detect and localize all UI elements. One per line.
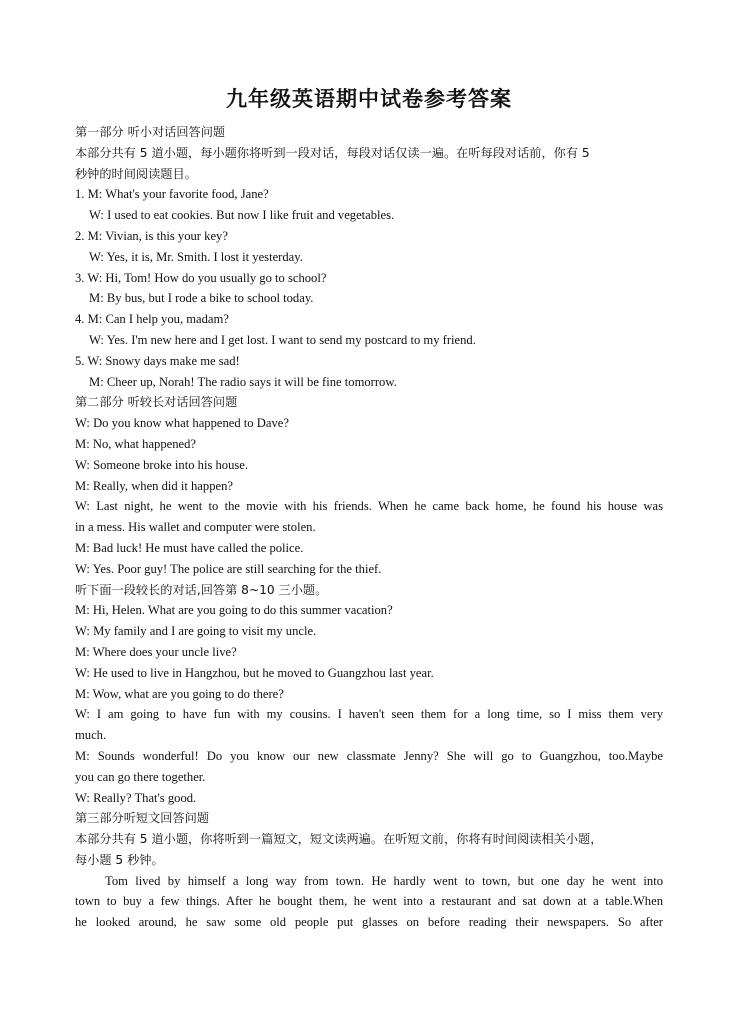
- dialogue-line: W: My family and I are going to visit my uncle.: [75, 624, 317, 639]
- part3-instruction-line1: 本部分共有 5 道小题，你将听到一篇短文，短文读两遍。在听短文前，你将有时间阅读相关小题，: [75, 832, 603, 847]
- part2-subheading: 听下面一段较长的对话,回答第 8~10 三小题。: [75, 582, 328, 597]
- dialogue-line: 5. W: Snowy days make me sad!: [75, 353, 240, 368]
- part2-heading: 第二部分 听较长对话回答问题: [75, 395, 238, 410]
- dialogue-line: M: Sounds wonderful! Do you know our new classmate Jenny? She will go to Guangzhou, too.Maybe: [75, 748, 663, 763]
- dialogue-line: 1. M: What's your favorite food, Jane?: [75, 187, 269, 202]
- dialogue-line: M: Hi, Helen. What are you going to do this summer vacation?: [75, 603, 393, 618]
- part3-heading: 第三部分听短文回答问题: [75, 811, 210, 826]
- dialogue-line: M: Where does your uncle live?: [75, 644, 237, 659]
- dialogue-line: W: Yes. Poor guy! The police are still searching for the thief.: [75, 561, 382, 576]
- dialogue-line: you can go there together.: [75, 769, 206, 784]
- document-title: 九年级英语期中试卷参考答案: [226, 87, 512, 111]
- dialogue-line: M: Really, when did it happen?: [75, 478, 233, 493]
- document-page: [75, 84, 663, 933]
- dialogue-line: 4. M: Can I help you, madam?: [75, 312, 229, 327]
- dialogue-line: M: Bad luck! He must have called the police.: [75, 540, 304, 555]
- part3-instruction-line2: 每小题 5 秒钟。: [75, 852, 164, 867]
- dialogue-line: 2. M: Vivian, is this your key?: [75, 228, 228, 243]
- dialogue-line: W: He used to live in Hangzhou, but he moved to Guangzhou last year.: [75, 665, 434, 680]
- dialogue-line: M: Cheer up, Norah! The radio says it will be fine tomorrow.: [89, 374, 397, 389]
- passage-line: town to buy a few things. After he bought them, he went into a restaurant and sat down at a table.When: [75, 894, 663, 909]
- dialogue-line: W: Yes. I'm new here and I get lost. I want to send my postcard to my friend.: [89, 332, 476, 347]
- dialogue-line: in a mess. His wallet and computer were stolen.: [75, 520, 316, 535]
- dialogue-line: much.: [75, 728, 107, 743]
- passage-line: he looked around, he saw some old people put glasses on before reading their newspapers. So after: [75, 915, 663, 930]
- passage-line: Tom lived by himself a long way from town. He hardly went to town, but one day he went into: [105, 873, 663, 888]
- part1-heading: 第一部分 听小对话回答问题: [75, 125, 226, 139]
- dialogue-line: M: No, what happened?: [75, 436, 197, 451]
- dialogue-line: W: I used to eat cookies. But now I like fruit and vegetables.: [89, 208, 395, 223]
- part1-instruction-line2: 秒钟的时间阅读题目。: [75, 166, 197, 181]
- dialogue-line: W: Do you know what happened to Dave?: [75, 416, 289, 431]
- dialogue-line: W: Someone broke into his house.: [75, 457, 249, 472]
- dialogue-line: W: I am going to have fun with my cousins. I haven't seen them for a long time, so I miss them very: [75, 707, 663, 722]
- dialogue-line: W: Last night, he went to the movie with his friends. When he came back home, he found his house was: [75, 499, 663, 514]
- dialogue-line: 3. W: Hi, Tom! How do you usually go to school?: [75, 270, 327, 285]
- part1-instruction-line1: 本部分共有 5 道小题，每小题你将听到一段对话，每段对话仅读一遍。在听每段对话前，你有 5: [75, 145, 590, 160]
- dialogue-line: M: By bus, but I rode a bike to school today.: [89, 291, 314, 306]
- dialogue-line: W: Really? That's good.: [75, 790, 197, 805]
- dialogue-line: W: Yes, it is, Mr. Smith. I lost it yesterday.: [89, 249, 303, 264]
- dialogue-line: M: Wow, what are you going to do there?: [75, 686, 284, 701]
